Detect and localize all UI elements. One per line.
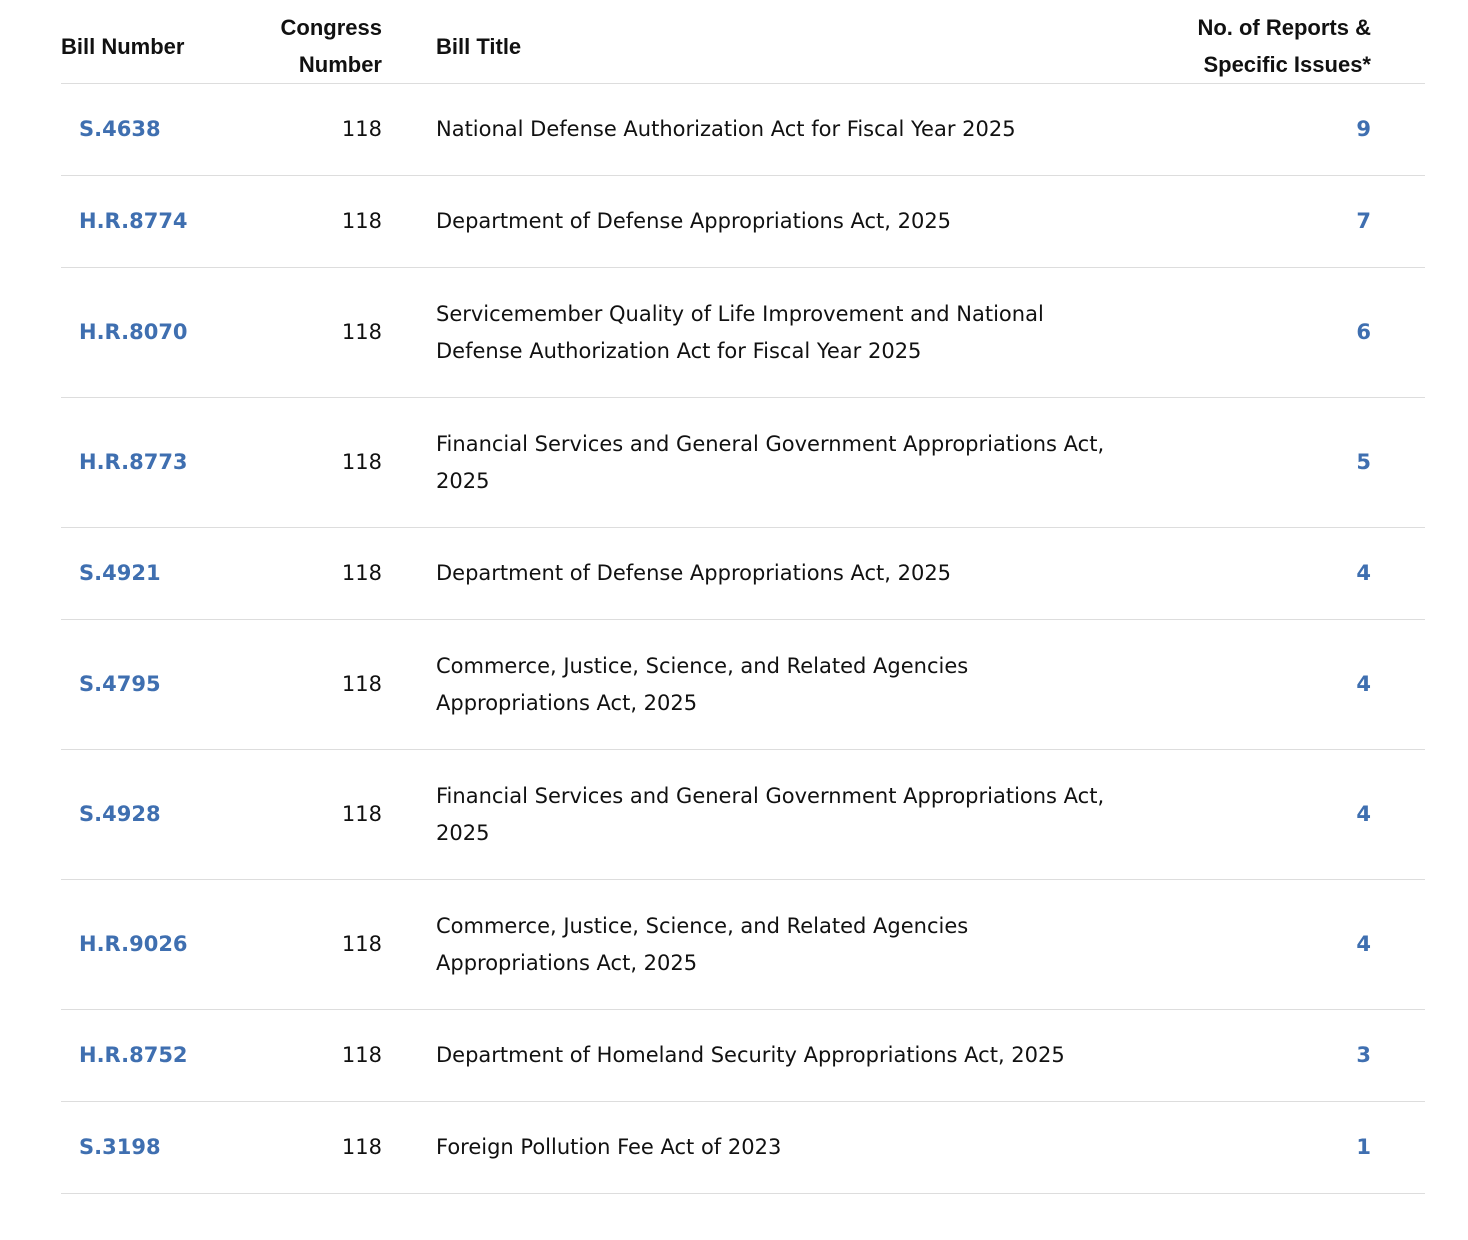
congress-number-cell: 118 xyxy=(280,268,382,398)
reports-count-cell xyxy=(1136,620,1371,750)
bill-title-cell xyxy=(436,750,1136,880)
reports-count-link[interactable]: 6 xyxy=(1356,320,1371,344)
bill-title-cell xyxy=(436,398,1136,528)
bill-title-line: Financial Services and General Government Appropriations Act, xyxy=(436,783,1105,808)
header-spacer xyxy=(382,0,436,84)
reports-count-link[interactable]: 9 xyxy=(1356,117,1371,141)
reports-count-link[interactable]: 5 xyxy=(1356,450,1371,474)
row-trailing-spacer xyxy=(1371,176,1425,268)
bill-number-cell xyxy=(61,398,280,528)
row-trailing-spacer xyxy=(1371,268,1425,398)
table-row xyxy=(61,528,1425,620)
row-spacer xyxy=(382,750,436,880)
reports-count-cell xyxy=(1136,398,1371,528)
reports-count-cell xyxy=(1136,1010,1371,1102)
reports-count-link[interactable]: 4 xyxy=(1356,672,1371,696)
reports-count-link[interactable]: 4 xyxy=(1356,561,1371,585)
bill-number-link[interactable]: H.R.8773 xyxy=(79,450,188,474)
bill-number-cell xyxy=(61,84,280,176)
congress-number-cell: 118 xyxy=(280,750,382,880)
bill-number-link[interactable]: H.R.8774 xyxy=(79,209,188,233)
row-spacer xyxy=(382,1010,436,1102)
bill-number-link[interactable]: S.4638 xyxy=(79,117,161,141)
bill-number-link[interactable]: H.R.8070 xyxy=(79,320,188,344)
congress-number-cell: 118 xyxy=(280,880,382,1010)
congress-number-cell: 118 xyxy=(280,528,382,620)
bill-title-cell xyxy=(436,620,1136,750)
bill-number-cell xyxy=(61,1010,280,1102)
bill-number-cell xyxy=(61,528,280,620)
bill-title-line: Appropriations Act, 2025 xyxy=(436,690,698,715)
row-trailing-spacer xyxy=(1371,620,1425,750)
bill-number-cell xyxy=(61,620,280,750)
reports-count-cell xyxy=(1136,1102,1371,1194)
row-spacer xyxy=(382,268,436,398)
congress-number-cell: 118 xyxy=(280,176,382,268)
header-congress-number[interactable] xyxy=(280,0,382,84)
congress-number-cell: 118 xyxy=(280,84,382,176)
table-row xyxy=(61,176,1425,268)
reports-count-link[interactable]: 4 xyxy=(1356,932,1371,956)
bill-title-line: Servicemember Quality of Life Improvement and National xyxy=(436,301,1044,326)
bill-title-cell xyxy=(436,268,1136,398)
congress-number-cell: 118 xyxy=(280,1010,382,1102)
reports-count-cell xyxy=(1136,528,1371,620)
row-trailing-spacer xyxy=(1371,84,1425,176)
row-spacer xyxy=(382,620,436,750)
header-reports-count[interactable] xyxy=(1136,0,1371,84)
header-reports-line1: No. of Reports & xyxy=(1197,15,1371,40)
row-spacer xyxy=(382,1102,436,1194)
row-spacer xyxy=(382,528,436,620)
bill-number-link[interactable]: H.R.8752 xyxy=(79,1043,188,1067)
table-row xyxy=(61,84,1425,176)
table-row xyxy=(61,268,1425,398)
bill-title-line: Defense Authorization Act for Fiscal Year 2025 xyxy=(436,338,922,363)
reports-count-link[interactable]: 7 xyxy=(1356,209,1371,233)
bill-number-cell xyxy=(61,176,280,268)
row-spacer xyxy=(382,880,436,1010)
reports-count-cell xyxy=(1136,880,1371,1010)
row-trailing-spacer xyxy=(1371,1102,1425,1194)
table-row xyxy=(61,880,1425,1010)
reports-count-cell xyxy=(1136,84,1371,176)
bill-number-link[interactable]: S.4795 xyxy=(79,672,161,696)
header-congress-line1: Congress xyxy=(280,15,382,40)
bill-number-cell xyxy=(61,750,280,880)
header-bill-number[interactable]: Bill Number xyxy=(61,0,280,84)
header-congress-line2: Number xyxy=(298,52,382,77)
bill-title-line: Commerce, Justice, Science, and Related Agencies xyxy=(436,913,969,938)
reports-count-cell xyxy=(1136,750,1371,880)
bill-title-line: 2025 xyxy=(436,468,490,493)
congress-number-cell: 118 xyxy=(280,398,382,528)
congress-number-cell: 118 xyxy=(280,620,382,750)
table-header-row xyxy=(61,0,1425,84)
bill-number-link[interactable]: S.4928 xyxy=(79,802,161,826)
header-reports-line2: Specific Issues* xyxy=(1203,52,1371,77)
row-trailing-spacer xyxy=(1371,1010,1425,1102)
bill-title-cell: Department of Homeland Security Appropriations Act, 2025 xyxy=(436,1010,1136,1102)
bill-title-line: Financial Services and General Government Appropriations Act, xyxy=(436,431,1105,456)
reports-count-cell xyxy=(1136,176,1371,268)
reports-count-link[interactable]: 1 xyxy=(1356,1135,1371,1159)
congress-number-cell: 118 xyxy=(280,1102,382,1194)
table-row xyxy=(61,398,1425,528)
bill-number-cell xyxy=(61,880,280,1010)
header-bill-title[interactable]: Bill Title xyxy=(436,0,1136,84)
row-trailing-spacer xyxy=(1371,750,1425,880)
row-trailing-spacer xyxy=(1371,528,1425,620)
bill-number-link[interactable]: H.R.9026 xyxy=(79,932,188,956)
bill-title-line: Appropriations Act, 2025 xyxy=(436,950,698,975)
row-spacer xyxy=(382,398,436,528)
reports-count-link[interactable]: 3 xyxy=(1356,1043,1371,1067)
table-row xyxy=(61,620,1425,750)
header-trailing-spacer xyxy=(1371,0,1425,84)
bill-number-cell xyxy=(61,268,280,398)
bill-title-cell: Foreign Pollution Fee Act of 2023 xyxy=(436,1102,1136,1194)
table-row xyxy=(61,1010,1425,1102)
row-trailing-spacer xyxy=(1371,398,1425,528)
row-trailing-spacer xyxy=(1371,880,1425,1010)
bill-number-cell xyxy=(61,1102,280,1194)
bill-title-cell: Department of Defense Appropriations Act, 2025 xyxy=(436,176,1136,268)
table-row xyxy=(61,1102,1425,1194)
row-spacer xyxy=(382,176,436,268)
bill-title-cell: National Defense Authorization Act for Fiscal Year 2025 xyxy=(436,84,1136,176)
table-row xyxy=(61,750,1425,880)
bills-table xyxy=(61,0,1425,1194)
bill-title-cell: Department of Defense Appropriations Act, 2025 xyxy=(436,528,1136,620)
row-spacer xyxy=(382,84,436,176)
bill-title-line: 2025 xyxy=(436,820,490,845)
bill-number-link[interactable]: S.4921 xyxy=(79,561,161,585)
bill-number-link[interactable]: S.3198 xyxy=(79,1135,161,1159)
reports-count-link[interactable]: 4 xyxy=(1356,802,1371,826)
reports-count-cell xyxy=(1136,268,1371,398)
bill-title-line: Commerce, Justice, Science, and Related Agencies xyxy=(436,653,969,678)
bill-title-cell xyxy=(436,880,1136,1010)
